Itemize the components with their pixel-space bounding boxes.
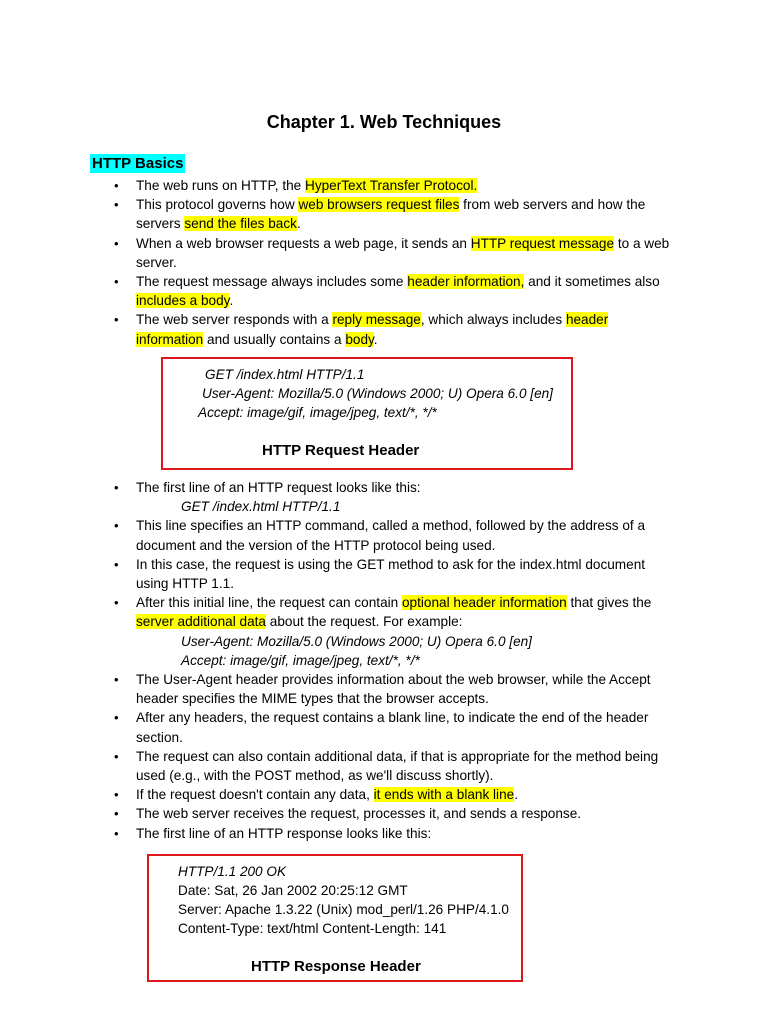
section-heading: HTTP Basics	[92, 155, 184, 172]
list-item	[0, 478, 676, 516]
highlighted-text: send the files back	[184, 216, 297, 232]
highlighted-text: optional header information	[401, 595, 567, 611]
highlighted-text: HTTP request message	[470, 235, 615, 251]
list-item-text: The User-Agent header provides information about the web browser, while the Accept header specifies the MIME types that the browser accepts.	[136, 672, 651, 707]
list-item-text: .	[373, 331, 378, 347]
list-item	[0, 234, 676, 272]
list-item-text: When a web browser requests a web page, it sends an	[136, 235, 471, 251]
list-item	[0, 272, 676, 310]
list-item-text: that gives the	[566, 595, 652, 611]
list-item	[0, 516, 676, 554]
list-item-text: about the request. For example:	[265, 614, 463, 630]
list-item	[0, 747, 676, 785]
list-item-text: The first line of an HTTP request looks like this:	[136, 480, 421, 495]
list-item-text: .	[296, 216, 301, 232]
highlighted-text: header information	[136, 312, 609, 347]
request-line: GET /index.html HTTP/1.1	[205, 367, 365, 382]
list-item-text: from web servers and how the servers	[136, 197, 646, 232]
list-item-text: The request message always includes some	[136, 274, 408, 290]
list-item-text: .	[514, 787, 518, 803]
list-item	[0, 310, 676, 348]
request-box-caption: HTTP Request Header	[262, 442, 420, 459]
response-box-caption: HTTP Response Header	[251, 958, 421, 975]
request-user-agent: User-Agent: Mozilla/5.0 (Windows 2000; U) Opera 6.0 [en]	[202, 386, 553, 401]
list-item-text: and it sometimes also	[524, 274, 660, 290]
list-item	[0, 593, 676, 670]
code-example-line: User-Agent: Mozilla/5.0 (Windows 2000; U) Opera 6.0 [en]	[181, 633, 532, 649]
bullet-list-request	[0, 478, 676, 843]
response-content-type: Content-Type: text/html Content-Length: 141	[178, 921, 447, 936]
highlighted-text: reply message	[332, 312, 421, 328]
list-item-text: After this initial line, the request can contain	[136, 595, 402, 611]
list-item-text: This line specifies an HTTP command, called a method, followed by the address of a document and the version of the HTTP protocol being used.	[136, 518, 646, 553]
list-item-text: In this case, the request is using the GET method to ask for the index.html document using HTTP 1.1.	[136, 556, 646, 592]
list-item-text: The web server responds with a	[136, 312, 333, 328]
highlighted-text: server additional data	[136, 614, 266, 630]
highlighted-text: body	[345, 331, 374, 347]
highlighted-text: header information,	[407, 274, 525, 290]
list-item	[0, 670, 676, 708]
list-item-text: If the request doesn't contain any data,	[136, 787, 374, 803]
response-header-box	[147, 854, 523, 982]
list-item-text: The web runs on HTTP, the	[136, 178, 305, 193]
code-example-line: Accept: image/gif, image/jpeg, text/*, */*	[181, 652, 420, 668]
highlighted-text: includes a body	[136, 293, 230, 309]
request-accept: Accept: image/gif, image/jpeg, text/*, */*	[198, 405, 437, 420]
response-date: Date: Sat, 26 Jan 2002 20:25:12 GMT	[178, 883, 408, 898]
response-server: Server: Apache 1.3.22 (Unix) mod_perl/1.26 PHP/4.1.0	[178, 902, 509, 917]
request-header-box	[161, 357, 573, 470]
list-item	[0, 804, 676, 823]
response-status-line: HTTP/1.1 200 OK	[178, 864, 287, 879]
list-item-text: , which always includes	[420, 312, 566, 328]
highlighted-text: it ends with a blank line	[373, 787, 515, 803]
list-item-text: The web server receives the request, processes it, and sends a response.	[136, 806, 582, 822]
list-item-text: After any headers, the request contains a blank line, to indicate the end of the header section.	[136, 710, 649, 745]
list-item-text: and usually contains a	[203, 331, 346, 347]
list-item	[0, 176, 676, 195]
list-item-text: to a web server.	[136, 235, 670, 270]
list-item	[0, 824, 676, 843]
list-item-text: This protocol governs how	[136, 197, 299, 213]
list-item	[0, 785, 676, 804]
list-item	[0, 195, 676, 233]
page-title: Chapter 1. Web Techniques	[266, 112, 502, 132]
bullet-list-intro	[0, 176, 676, 349]
code-example-line: GET /index.html HTTP/1.1	[181, 499, 341, 515]
list-item	[0, 555, 676, 593]
list-item-text: .	[229, 293, 234, 309]
list-item-text: The first line of an HTTP response looks like this:	[136, 825, 432, 841]
highlighted-text: web browsers request files	[298, 197, 460, 213]
list-item-text: The request can also contain additional data, if that is appropriate for the method being used (e.g., with the POST method, as we'll discuss shortly).	[136, 748, 659, 784]
list-item	[0, 708, 676, 746]
highlighted-text: HyperText Transfer Protocol.	[305, 178, 478, 193]
